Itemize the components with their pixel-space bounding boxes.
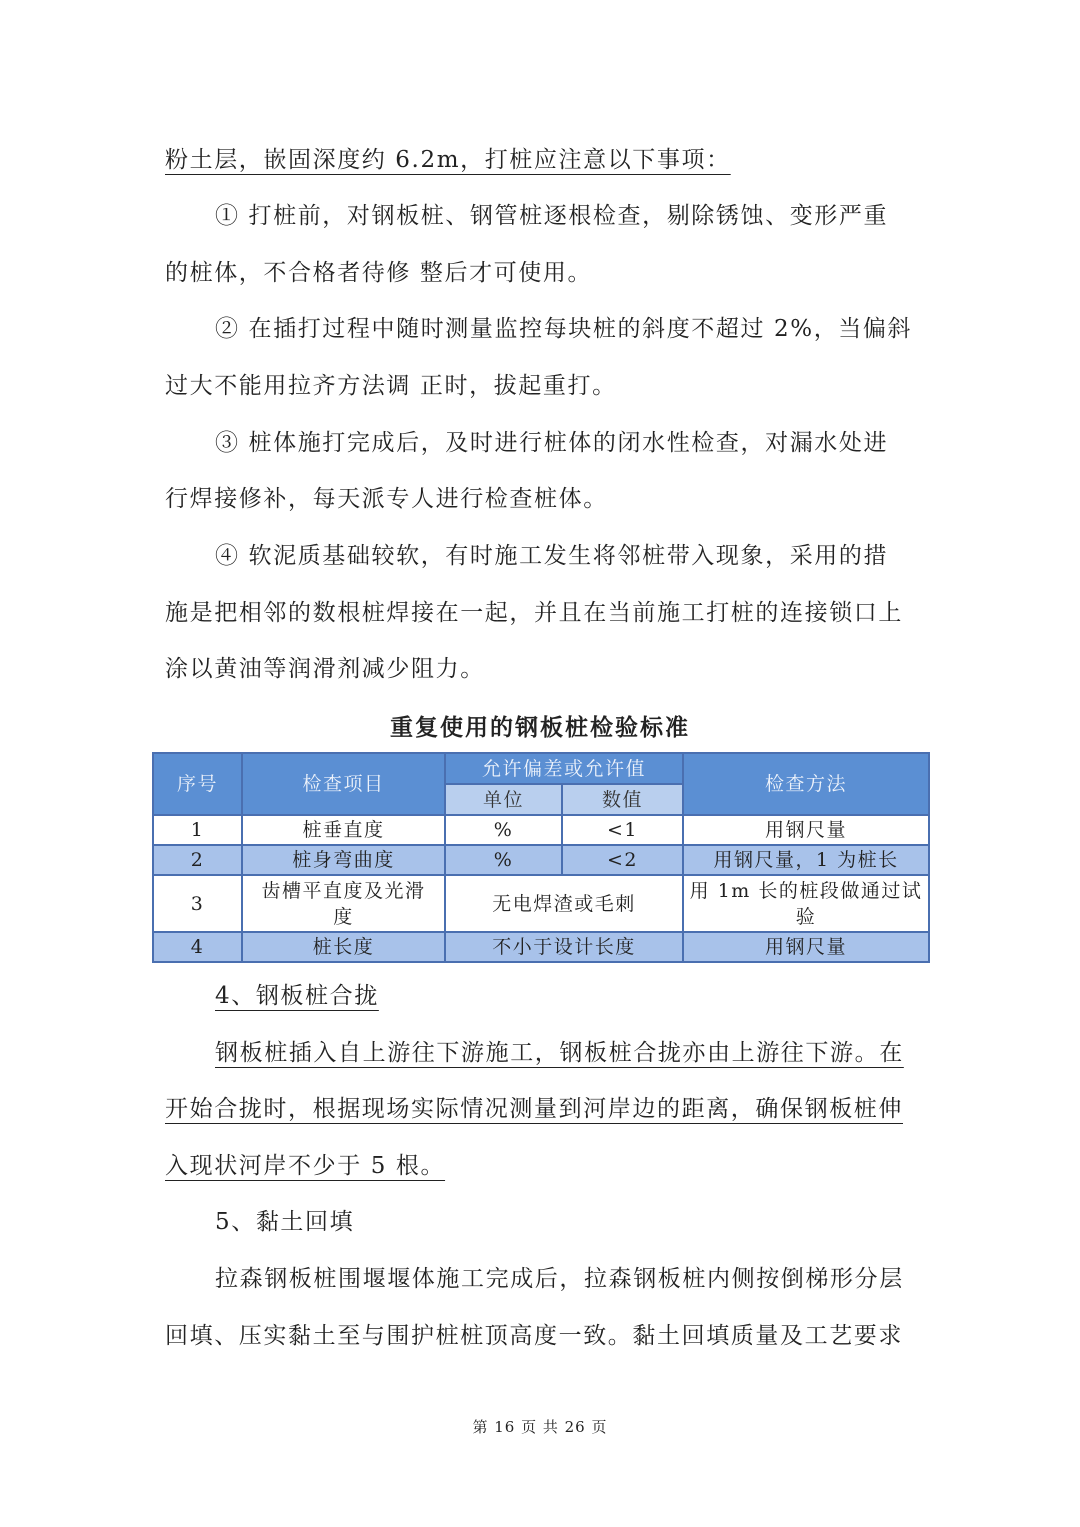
- cell-item-line: 度: [333, 905, 354, 928]
- section-heading: 4、钢板桩合拢: [215, 983, 379, 1009]
- section-paragraph-line: 入现状河岸不少于 5 根。: [165, 1153, 446, 1179]
- list-item-4-line: 涂以黄油等润滑剂减少阻力。: [165, 656, 485, 682]
- table-row: [153, 815, 929, 845]
- cell-merged: 不小于设计长度: [445, 932, 683, 962]
- list-item-4-line: ④ 软泥质基础较软，有时施工发生将邻桩带入现象，采用的措: [215, 543, 889, 569]
- list-item-1-line: 的桩体，不合格者待修 整后才可使用。: [165, 260, 593, 286]
- list-item-2-line: ② 在插打过程中随时测量监控每块桩的斜度不超过 2%，当偏斜: [215, 316, 913, 342]
- list-item-3-line: 行焊接修补，每天派专人进行检查桩体。: [165, 486, 608, 512]
- cell-method-line: 用 1m 长的桩段做通过试: [689, 879, 923, 902]
- cell-unit: %: [445, 845, 562, 875]
- cell-seq: 1: [153, 815, 242, 845]
- list-item-4-line: 施是把相邻的数根桩焊接在一起，并且在当前施工打桩的连接锁口上: [165, 600, 903, 626]
- header-seq: 序号: [153, 753, 242, 815]
- table-title: 重复使用的钢板桩检验标准: [390, 715, 690, 741]
- list-item-3-line: ③ 桩体施打完成后，及时进行桩体的闭水性检查，对漏水处进: [215, 430, 889, 456]
- table-row: [153, 845, 929, 875]
- cell-method: 用钢尺量: [683, 815, 929, 845]
- table-row: [153, 932, 929, 962]
- cell-method: 用钢尺量，1 为桩长: [683, 845, 929, 875]
- header-tolerance: 允许偏差或允许值: [445, 753, 683, 784]
- header-unit: 单位: [445, 784, 562, 815]
- cell-unit: %: [445, 815, 562, 845]
- section-paragraph-line: 拉森钢板桩围堰堰体施工完成后，拉森钢板桩内侧按倒梯形分层: [215, 1266, 904, 1292]
- section-paragraph-line: 回填、压实黏土至与围护桩桩顶高度一致。黏土回填质量及工艺要求: [165, 1323, 903, 1349]
- table-header-row: [153, 753, 929, 784]
- cell-item: 桩垂直度: [242, 815, 445, 845]
- cell-method: [683, 875, 929, 932]
- section-paragraph-line: 钢板桩插入自上游往下游施工，钢板桩合拢亦由上游往下游。在: [215, 1040, 904, 1066]
- table-row: [153, 875, 929, 932]
- section-heading: 5、黏土回填: [215, 1209, 355, 1235]
- list-item-1-line: ① 打桩前，对钢板桩、钢管桩逐根检查，剔除锈蚀、变形严重: [215, 203, 889, 229]
- page-footer: 第 16 页 共 26 页: [472, 1418, 608, 1436]
- cell-merged: 无电焊渣或毛刺: [445, 875, 683, 932]
- paragraph-line: 粉土层，嵌固深度约 6.2m，打桩应注意以下事项：: [165, 147, 731, 173]
- inspection-standard-table: [152, 752, 930, 963]
- cell-seq: 3: [153, 875, 242, 932]
- cell-seq: 4: [153, 932, 242, 962]
- cell-value: <2: [562, 845, 683, 875]
- cell-item: 桩长度: [242, 932, 445, 962]
- cell-item-line: 齿槽平直度及光滑: [261, 879, 426, 902]
- cell-item: [242, 875, 445, 932]
- cell-method: 用钢尺量: [683, 932, 929, 962]
- cell-value: <1: [562, 815, 683, 845]
- cell-item: 桩身弯曲度: [242, 845, 445, 875]
- cell-seq: 2: [153, 845, 242, 875]
- section-paragraph-line: 开始合拢时，根据现场实际情况测量到河岸边的距离，确保钢板桩伸: [165, 1096, 903, 1122]
- header-item: 检查项目: [242, 753, 445, 815]
- header-method: 检查方法: [683, 753, 929, 815]
- list-item-2-line: 过大不能用拉齐方法调 正时，拔起重打。: [165, 373, 617, 399]
- cell-method-line: 验: [795, 905, 817, 928]
- header-value: 数值: [562, 784, 683, 815]
